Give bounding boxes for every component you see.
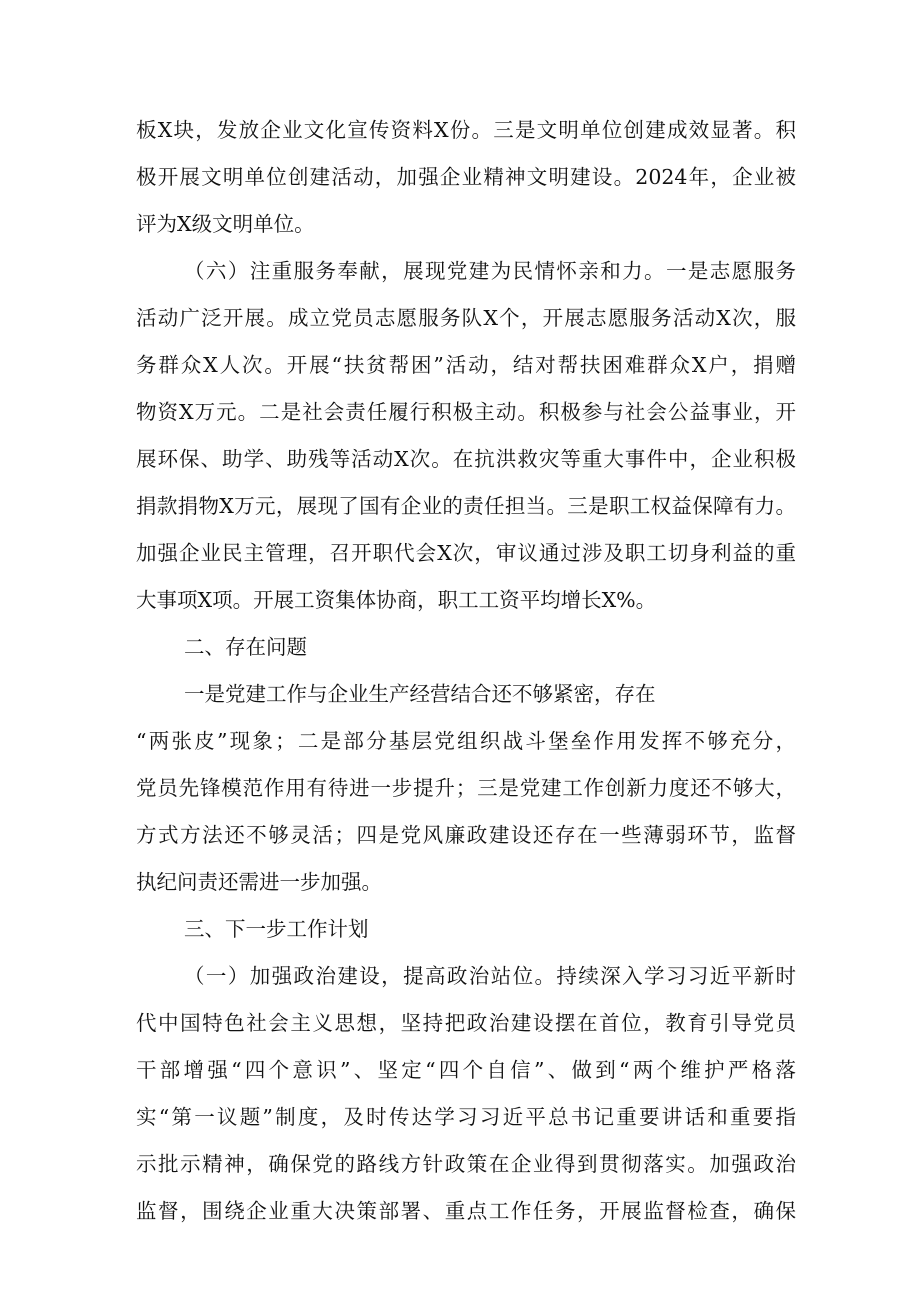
paragraph-line: 监督，围绕企业重大决策部署、重点工作任务，开展监督检查，确保 (136, 1199, 796, 1223)
paragraph-line: 一是党建工作与企业生产经营结合还不够紧密，存在 (184, 682, 656, 706)
paragraph-line: 代中国特色社会主义思想，坚持把政治建设摆在首位，教育引导党员 (136, 1011, 796, 1035)
paragraph-line: 党员先锋模范作用有待进一步提升；三是党建工作创新力度还不够大， (136, 776, 796, 800)
paragraph-line: 实“第一议题”制度，及时传达学习习近平总书记重要讲话和重要指 (136, 1105, 796, 1129)
paragraph-line: 执纪问责还需进一步加强。 (136, 870, 382, 894)
section-heading-1: （一）加强政治建设，提高政治站位。持续深入学习习近平新时 (184, 964, 796, 988)
section-heading-next-plan: 三、下一步工作计划 (184, 917, 369, 941)
paragraph-line: 物资X万元。二是社会责任履行积极主动。积极参与社会公益事业，开 (136, 400, 796, 424)
section-heading-6: （六）注重服务奉献，展现党建为民情怀亲和力。一是志愿服务 (184, 259, 796, 283)
paragraph-line: 加强企业民主管理，召开职代会X次，审议通过涉及职工切身利益的重 (136, 541, 796, 565)
paragraph-line: 展环保、助学、助残等活动X次。在抗洪救灾等重大事件中，企业积极 (136, 447, 796, 471)
paragraph-line: 方式方法还不够灵活；四是党风廉政建设还存在一些薄弱环节，监督 (136, 823, 796, 847)
paragraph-line: 板X块，发放企业文化宣传资料X份。三是文明单位创建成效显著。积 (136, 118, 796, 142)
section-heading-problems: 二、存在问题 (184, 635, 307, 659)
paragraph-line: 捐款捐物X万元，展现了国有企业的责任担当。三是职工权益保障有力。 (136, 494, 796, 518)
paragraph-line: “两张皮”现象；二是部分基层党组织战斗堡垒作用发挥不够充分， (136, 729, 796, 753)
paragraph-line: 大事项X项。开展工资集体协商，职工工资平均增长X%。 (136, 588, 657, 612)
paragraph-line: 示批示精神，确保党的路线方针政策在企业得到贯彻落实。加强政治 (136, 1152, 796, 1176)
paragraph-line: 务群众X人次。开展“扶贫帮困”活动，结对帮扶困难群众X户，捐赠 (136, 353, 796, 377)
paragraph-line: 干部增强“四个意识”、坚定“四个自信”、做到“两个维护严格落 (136, 1058, 796, 1082)
paragraph-line: 极开展文明单位创建活动，加强企业精神文明建设。2024年，企业被 (136, 165, 796, 189)
paragraph-line: 活动广泛开展。成立党员志愿服务队X个，开展志愿服务活动X次，服 (136, 306, 796, 330)
paragraph-line: 评为X级文明单位。 (136, 212, 315, 236)
